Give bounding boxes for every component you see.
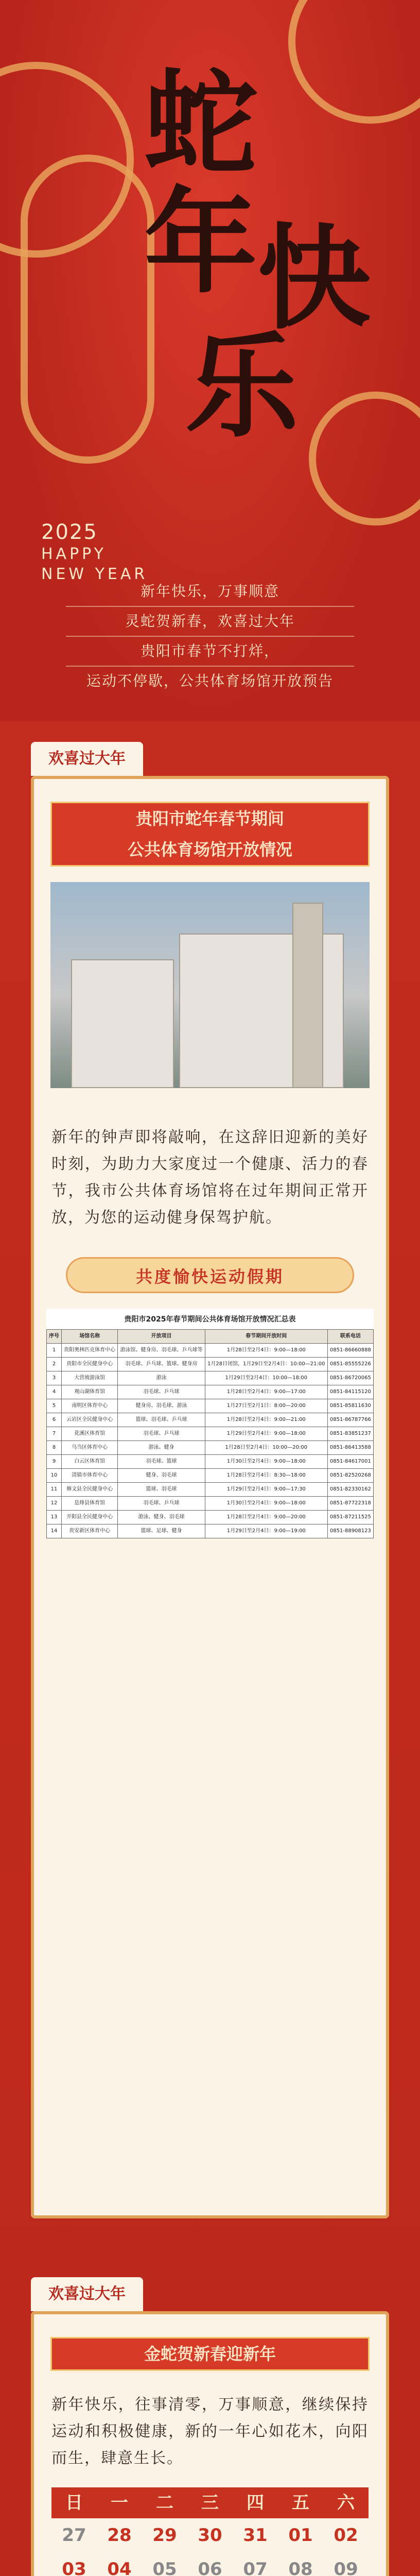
table-cell: 1月28日至2月4日：9:00—21:00	[205, 1413, 327, 1427]
table-cell: 乌当区体育中心	[62, 1441, 118, 1455]
calendar-day: 07	[243, 2559, 268, 2576]
table-cell: 清镇市体育中心	[62, 1469, 118, 1483]
table-cell: 贵安新区体育中心	[62, 1524, 118, 1538]
table-cell: 6	[47, 1413, 62, 1427]
section2-card	[31, 2311, 389, 2576]
calendar-day: 27	[62, 2525, 86, 2546]
swirl-decoration	[309, 392, 420, 526]
table-cell: 篮球、羽毛球	[118, 1483, 205, 1497]
table-header: 春节期间开放时间	[205, 1330, 327, 1344]
table-cell: 0851-85811630	[327, 1399, 373, 1413]
table-cell: 观山湖体育馆	[62, 1385, 118, 1399]
calendar-day: 30	[198, 2525, 222, 2546]
table-cell: 羽毛球、乒乓球	[118, 1497, 205, 1511]
table-cell: 12	[47, 1497, 62, 1511]
calendar-day: 08	[288, 2559, 313, 2576]
weekday: 一	[111, 2493, 128, 2513]
happy-text: HAPPY	[41, 545, 107, 563]
calendar-day: 05	[152, 2559, 177, 2576]
table-row	[47, 1483, 374, 1497]
table-cell: 篮球、足球、健身	[118, 1524, 205, 1538]
table-header: 联系电话	[327, 1330, 373, 1344]
table-cell: 10	[47, 1469, 62, 1483]
calendar-day: 06	[198, 2559, 222, 2576]
title-char-nian: 年	[144, 175, 258, 309]
table-cell: 1月29日至2月4日：9:00—17:30	[205, 1483, 327, 1497]
table-cell: 1月30日至2月4日：9:00—18:00	[205, 1455, 327, 1469]
table-cell: 0851-86660888	[327, 1344, 373, 1358]
table-cell: 游泳、健身	[118, 1441, 205, 1455]
new-year-text: NEW YEAR	[41, 565, 148, 583]
table-cell: 息烽县体育馆	[62, 1497, 118, 1511]
table-row	[47, 1371, 374, 1385]
table-cell: 0851-82520268	[327, 1469, 373, 1483]
table-row	[47, 1441, 374, 1455]
title-char-kuai: 快	[257, 211, 371, 345]
table-cell: 1月29日至2月4日：10:00—18:00	[205, 1371, 327, 1385]
swirl-decoration	[288, 0, 420, 124]
table-cell: 0851-84617001	[327, 1455, 373, 1469]
weekday: 三	[201, 2493, 219, 2513]
table-row	[47, 1427, 374, 1441]
section2-banner: 金蛇贺新春迎新年	[50, 2337, 370, 2371]
table-row	[47, 1413, 374, 1427]
calendar-row	[51, 2552, 369, 2576]
venue-table	[46, 1309, 374, 1538]
table-cell: 13	[47, 1511, 62, 1524]
table-row	[47, 1524, 374, 1538]
calendar-day: 09	[334, 2559, 358, 2576]
table-cell: 南明区体育中心	[62, 1399, 118, 1413]
table-cell: 羽毛球、乒乓球	[118, 1427, 205, 1441]
hero-lines	[0, 577, 420, 696]
table-cell: 9	[47, 1455, 62, 1469]
weekday: 四	[247, 2493, 264, 2513]
hero-line: 贵阳市春节不打烊，	[140, 642, 279, 659]
weekday: 二	[156, 2493, 173, 2513]
holiday-calendar	[51, 2487, 369, 2576]
table-cell: 5	[47, 1399, 62, 1413]
table-cell: 7	[47, 1427, 62, 1441]
table-cell: 大营坡游泳馆	[62, 1371, 118, 1385]
section1-tab: 欢喜过大年	[31, 742, 143, 776]
table-cell: 0851-88908123	[327, 1524, 373, 1538]
table-cell: 0851-87722318	[327, 1497, 373, 1511]
table-cell: 1月28日闭馆，1月29日至2月4日：10:00—21:00	[205, 1358, 327, 1371]
table-row	[47, 1358, 374, 1371]
hero-banner	[0, 0, 420, 721]
table-cell: 游泳、健身、羽毛球	[118, 1511, 205, 1524]
table-cell: 开阳县全民健身中心	[62, 1511, 118, 1524]
table-header: 场馆名称	[62, 1330, 118, 1344]
table-cell: 0851-87211525	[327, 1511, 373, 1524]
table-cell: 1月28日至2月4日：9:00—18:00	[205, 1344, 327, 1358]
table-cell: 花溪区体育馆	[62, 1427, 118, 1441]
table-cell: 白云区体育馆	[62, 1455, 118, 1469]
table-caption: 贵阳市2025年春节期间公共体育场馆开放情况汇总表	[46, 1309, 374, 1329]
calendar-day: 02	[334, 2525, 358, 2546]
section1-card	[31, 776, 389, 2218]
calendar-day: 29	[152, 2525, 177, 2546]
table-header: 开放项目	[118, 1330, 205, 1344]
calendar-row	[51, 2518, 369, 2552]
title-char-she: 蛇	[144, 57, 258, 190]
table-cell: 1月28日至2月4日：9:00—17:00	[205, 1385, 327, 1399]
stadium-photo	[50, 882, 370, 1088]
table-cell: 0851-84115120	[327, 1385, 373, 1399]
table-cell: 4	[47, 1385, 62, 1399]
table-cell: 贵阳奥林匹克体育中心	[62, 1344, 118, 1358]
table-cell: 游泳	[118, 1371, 205, 1385]
section2-tab: 欢喜过大年	[31, 2277, 143, 2311]
banner-line: 公共体育场馆开放情况	[127, 840, 292, 859]
table-row	[47, 1469, 374, 1483]
banner-line: 贵阳市蛇年春节期间	[135, 809, 284, 828]
calendar-day: 31	[243, 2525, 268, 2546]
weekday: 五	[292, 2493, 309, 2513]
calendar-day: 01	[288, 2525, 313, 2546]
table-cell: 14	[47, 1524, 62, 1538]
table-cell: 1月28日至2月4日：8:30—18:00	[205, 1469, 327, 1483]
table-cell: 1月28日至2月4日：9:00—20:00	[205, 1511, 327, 1524]
table-cell: 8	[47, 1441, 62, 1455]
calendar-day: 04	[107, 2559, 132, 2576]
title-char-le: 乐	[185, 319, 299, 453]
calendar-day: 28	[107, 2525, 132, 2546]
table-header: 序号	[47, 1330, 62, 1344]
table-cell: 3	[47, 1371, 62, 1385]
hero-line: 新年快乐，万事顺意	[140, 583, 279, 600]
table-cell: 1月29日至2月4日：9:00—18:00	[205, 1427, 327, 1441]
table-cell: 羽毛球、乒乓球、篮球、健身房	[118, 1358, 205, 1371]
section1-banner	[50, 802, 370, 867]
table-cell: 云岩区全民健身中心	[62, 1413, 118, 1427]
intro-paragraph: 新年的钟声即将敲响，在这辞旧迎新的美好时刻，为助力大家度过一个健康、活力的春节，我市公共体育场馆将在过年期间正常开放，为您的运动健身保驾护航。	[51, 1128, 369, 1227]
table-cell: 11	[47, 1483, 62, 1497]
calendar-weekdays	[51, 2487, 369, 2518]
table-cell: 1月30日至2月4日：9:00—18:00	[205, 1497, 327, 1511]
table-cell: 0851-85555226	[327, 1358, 373, 1371]
hero-year-block	[41, 520, 148, 584]
table-cell: 1月27日至2月1日：8:00—20:00	[205, 1399, 327, 1413]
table-cell: 贵阳市全民健身中心	[62, 1358, 118, 1371]
table-row	[47, 1511, 374, 1524]
weekday: 日	[65, 2493, 83, 2513]
table-cell: 游泳馆、健身房、羽毛球、乒乓球等	[118, 1344, 205, 1358]
table-cell: 健身、羽毛球	[118, 1469, 205, 1483]
section-pill: 共度愉快运动假期	[66, 1257, 354, 1293]
table-cell: 0851-82330162	[327, 1483, 373, 1497]
table-cell: 0851-86787766	[327, 1413, 373, 1427]
table-cell: 篮球、羽毛球、乒乓球	[118, 1413, 205, 1427]
table-cell: 健身房、羽毛球、游泳	[118, 1399, 205, 1413]
hero-line: 运动不停歇，公共体育场馆开放预告	[86, 672, 334, 689]
year-text: 2025	[41, 520, 98, 544]
table-row	[47, 1344, 374, 1358]
table-cell: 羽毛球、篮球	[118, 1455, 205, 1469]
greeting-paragraph: 新年快乐，往事清零，万事顺意，继续保持运动和积极健康，新的一年心如花木，向阳而生，肆意生长。	[51, 2396, 369, 2467]
calendar-day: 03	[62, 2559, 86, 2576]
swirl-decoration	[21, 155, 154, 464]
table-cell: 羽毛球、乒乓球	[118, 1385, 205, 1399]
table-cell: 0851-86720065	[327, 1371, 373, 1385]
table-cell: 修文县全民健身中心	[62, 1483, 118, 1497]
table-row	[47, 1385, 374, 1399]
table-row	[47, 1399, 374, 1413]
table-cell: 1月28日至2月4日：10:00—20:00	[205, 1441, 327, 1455]
table-row	[47, 1455, 374, 1469]
table-cell: 1	[47, 1344, 62, 1358]
table-cell: 0851-83851237	[327, 1427, 373, 1441]
table-cell: 1月29日至2月4日：9:00—19:00	[205, 1524, 327, 1538]
weekday: 六	[337, 2493, 355, 2513]
table-cell: 2	[47, 1358, 62, 1371]
table-cell: 0851-86413588	[327, 1441, 373, 1455]
table-row	[47, 1497, 374, 1511]
hero-line: 灵蛇贺新春，欢喜过大年	[125, 613, 295, 630]
